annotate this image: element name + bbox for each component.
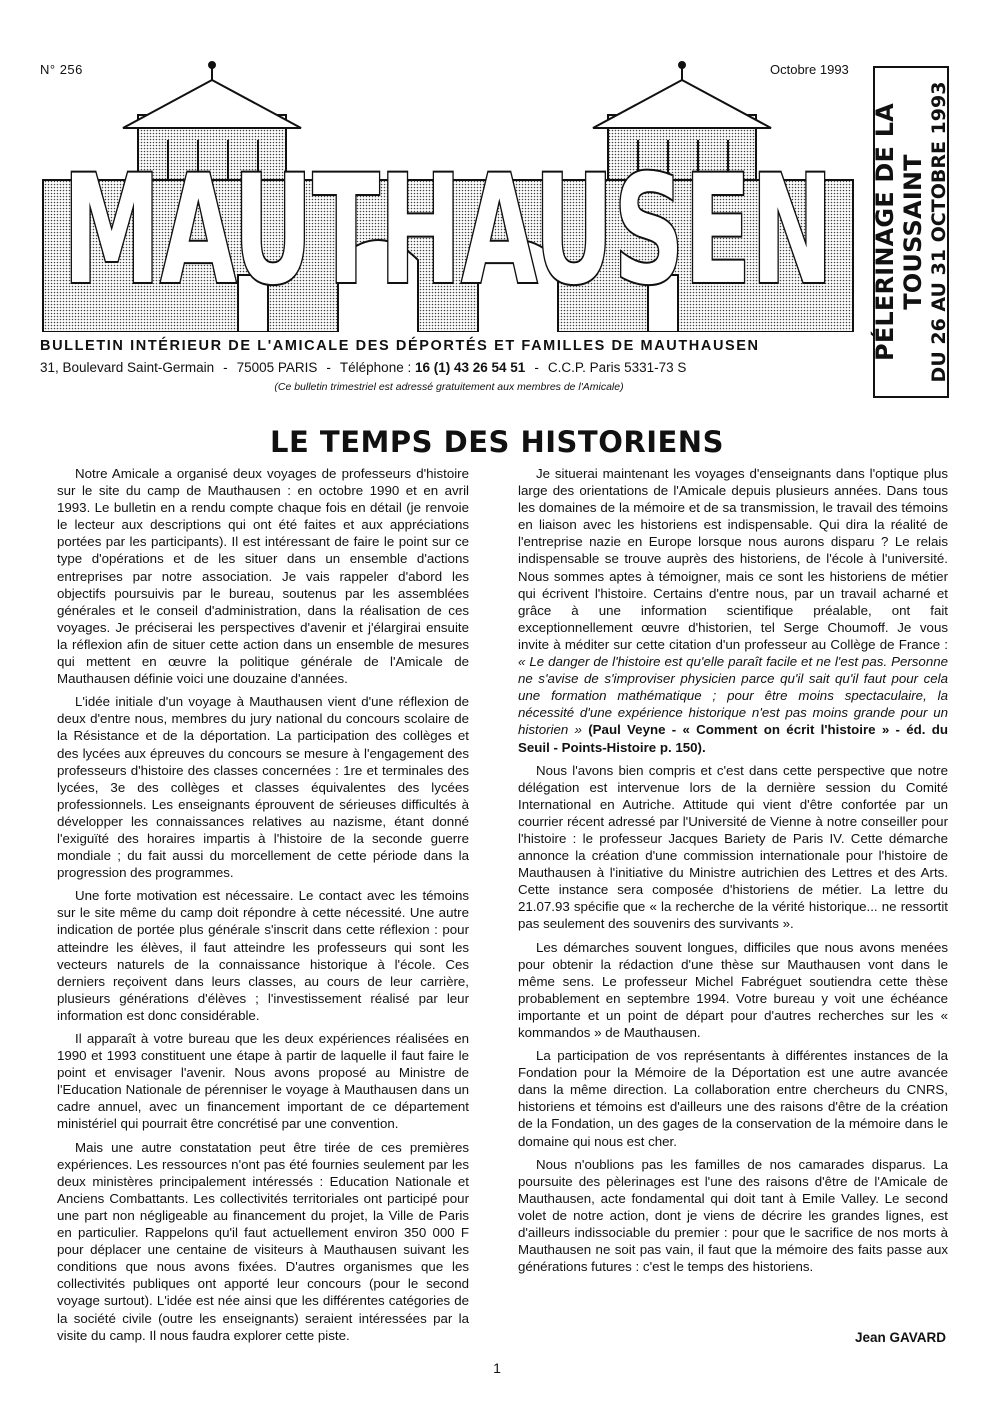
paragraph: Les démarches souvent longues, difficiles que nous avons menées pour obtenir la rédaction d'une thèse sur Mauthausen vont dans le même sens. Le professeur Michel Fabréguet soutiendra cette thèse probablement en septembre 1994. Votre bureau y voit une échéance importante et un point de départ pour d'autres recherches sur les « kommandos » de Mauthausen. [518, 939, 948, 1040]
issue-number: N° 256 [40, 62, 83, 77]
paragraph: Notre Amicale a organisé deux voyages de professeurs d'histoire sur le site du camp de Mauthausen : en octobre 1990 et en avril 1993. Le bulletin en a rendu compte chaque fois en détail (je renvoie le lecteur aux descriptions qui ont été faites et aux appréciations portées par les participants). Il est intéressant de faire le point sur ce type d'opérations et de les situer dans un ensemble d'actions entreprises par notre association. Je vais rappeler d'abord les objectifs poursuivis par le bureau, soutenus par les assemblées générales et le conseil d'administration, dans la réalisation de ces voyages. Je préciserai les perspectives d'avenir et j'élargirai ensuite la réflexion afin de situer cette action dans un ensemble de mesures qui mettent en œuvre la politique générale de l'Amicale de Mauthausen définie voici une douzaine d'années. [57, 466, 469, 687]
issue-date: Octobre 1993 [770, 62, 849, 77]
paragraph [518, 465, 948, 756]
phone-label: Téléphone : [339, 360, 412, 375]
distribution-note: (Ce bulletin trimestriel est adressé gratuitement aux membres de l'Amicale) [274, 381, 624, 393]
masthead-title: MAUTHAUSEN [63, 144, 833, 318]
paragraph: Une forte motivation est nécessaire. Le contact avec les témoins sur le site même du camp doit répondre à cette nécessité. Une autre indication de portée plus générale s'inscrit dans cette réflexion : pour atteindre les élèves, il faut atteindre les professeurs qui sont les vecteurs naturels de la connaissance historique à l'école. Ces derniers reçoivent dans leurs classes, au cours de leur carrière, plusieurs générations d'élèves ; l'investissement réalisé par leur information est donc considérable. [57, 888, 469, 1023]
street-address: 31, Boulevard Saint-Germain [40, 360, 215, 375]
bulletin-subtitle: BULLETIN INTÉRIEUR DE L'AMICALE DES DÉPORTÉS ET FAMILLES DE MAUTHAUSEN [40, 338, 760, 354]
paragraph: Il apparaît à votre bureau que les deux expériences réalisées en 1990 et 1993 constituent une étape à partir de laquelle il faut faire le point et envisager l'avenir. Nous avons proposé au Ministre de l'Education Nationale de pérenniser le voyage à Mauthausen dans un cadre annuel, avec un financement important de ce département ministériel qui pourrait être concrétisé par une convention. [57, 1031, 469, 1132]
paragraph: La participation de vos représentants à différentes instances de la Fondation pour la Mémoire de la Déportation est une autre avancée dans la même direction. La collaboration entre chercheurs du CNRS, historiens et témoins est d'ailleurs une des raisons d'être de la création de la Fondation, un des gages de la conservation de la mémoire dans le domaine qui nous est cher. [518, 1048, 948, 1149]
separator: - [534, 360, 539, 375]
separator: - [223, 360, 228, 375]
quotation: « Le danger de l'histoire est qu'elle paraît facile et ne l'est pas. Personne ne s'avise de s'improviser physicien parce qu'il sait qu'il faut pour cela une formation mathématique ; pour être moins spectaculaire, la nécessité d'une expérience historique n'est pas moins grande pour un historien » [518, 654, 948, 738]
paragraph: L'idée initiale d'un voyage à Mauthausen vient d'une réflexion de deux d'entre nous, membres du jury national du concours scolaire de la Résistance et de la déportation. La participation des collèges et des lycées aux épreuves du concours se mesure à l'engagement des professeurs d'histoire des classes concernées : 1re et terminales des lycées, 3e des collèges et classes équivalentes des lycées professionnels. Les enseignants éprouvent de sérieuses difficultés à développer les connaissances relatives au nazisme, étant donné l'exiguïté des horaires impartis à l'histoire de la seconde guerre mondiale ; du fait aussi du morcellement de cette période dans la progression des programmes. [57, 694, 469, 881]
pilgrimage-banner [873, 66, 949, 398]
paragraph: Nous l'avons bien compris et c'est dans cette perspective que notre délégation est intervenue lors de la dernière session du Comité International en Autriche. Attitude qui vient d'être confortée par un courrier récent adressé par l'Université de Vienne à notre conseiller pour l'histoire : le professeur Jacques Bariety de Paris IV. Cette démarche annonce la création d'une commission internationale pour l'histoire de Mauthausen à l'initiative du Ministre autrichien des Lettres et des Arts. Cette instance sera composée d'historiens de métier. La lettre du 21.07.93 spécifie que « la recherche de la vérité historique... ne ressortit pas seulement des souvenirs des survivants ». [518, 762, 948, 932]
masthead-logo [38, 60, 858, 332]
paragraph-text: Je situerai maintenant les voyages d'enseignants dans l'optique plus large des orientations de l'Amicale depuis plusieurs années. Dans tous les domaines de la mémoire et de sa transmission, le travail des témoins en liaison avec les historiens est indispensable. Qui dira la réalité de l'entreprise nazie en Europe lorsque nous aurons disparu ? Le relais indispensable se trouve auprès des historiens, de l'école à l'université. Nous sommes aptes à témoigner, mais ce sont les historiens de métier qui écrivent l'histoire. Certains d'entre nous, par un travail acharné et grâce à une information scientifique préalable, ont fait exceptionnellement œuvre d'historien, tel Serge Choumoff. Je vous invite à méditer sur cette citation d'un professeur au Collège de France : [518, 466, 948, 652]
article-column-right [518, 465, 948, 1275]
pilgrimage-dates: DU 26 AU 31 OCTOBRE 1993 [928, 81, 950, 383]
quotation-reference: (Paul Veyne - « Comment on écrit l'histoire » - éd. du Seuil - Points-Histoire p. 150). [518, 722, 948, 755]
pilgrimage-title: PÉLERINAGE DE LA TOUSSAINT [871, 103, 927, 361]
contact-line [40, 360, 858, 375]
city: 75005 PARIS [236, 360, 318, 375]
ccp-account: C.C.P. Paris 5331-73 S [547, 360, 687, 375]
article-headline: LE TEMPS DES HISTORIENS [270, 425, 724, 459]
phone-number: 16 (1) 43 26 54 51 [414, 360, 526, 375]
author-signature: Jean GAVARD [854, 1330, 946, 1345]
separator: - [326, 360, 331, 375]
paragraph: Mais une autre constatation peut être tirée de ces premières expériences. Les ressources n'ont pas été fournies seulement par les deux ministères principalement intéressés : Education Nationale et Anciens Combattants. Les collectivités territoriales ont participé pour une part non négligeable au financement du projet, la Ville de Paris en particulier. Rappelons qu'il faut actuellement environ 350 000 F pour déplacer une centaine de visiteurs à Mauthausen suivant les conditions que nous avons fixées. D'autres organismes que les collectivités publiques ont apporté leur concours (pour le second voyage surtout). L'idée est née ainsi que les différentes catégories de la société civile (outre les enseignants) seraient intéressées par la visite du camp. Il nous faudra explorer cette piste. [57, 1139, 469, 1343]
page-number: 1 [493, 1360, 501, 1376]
paragraph: Nous n'oublions pas les familles de nos camarades disparus. La poursuite des pèlerinages est l'une des raisons d'être de l'Amicale de Mauthausen, acte fondamental qui doit tant à Emile Valley. Le second volet de notre action, dont je viens de décrire les grandes lignes, est d'ailleurs indissociable du premier : pour que le sacrifice de nos morts à Mauthausen ne soit pas vain, il faut que la mémoire des faits passe aux générations futures : c'est le temps des historiens. [518, 1156, 948, 1275]
article-column-left [57, 465, 469, 1350]
